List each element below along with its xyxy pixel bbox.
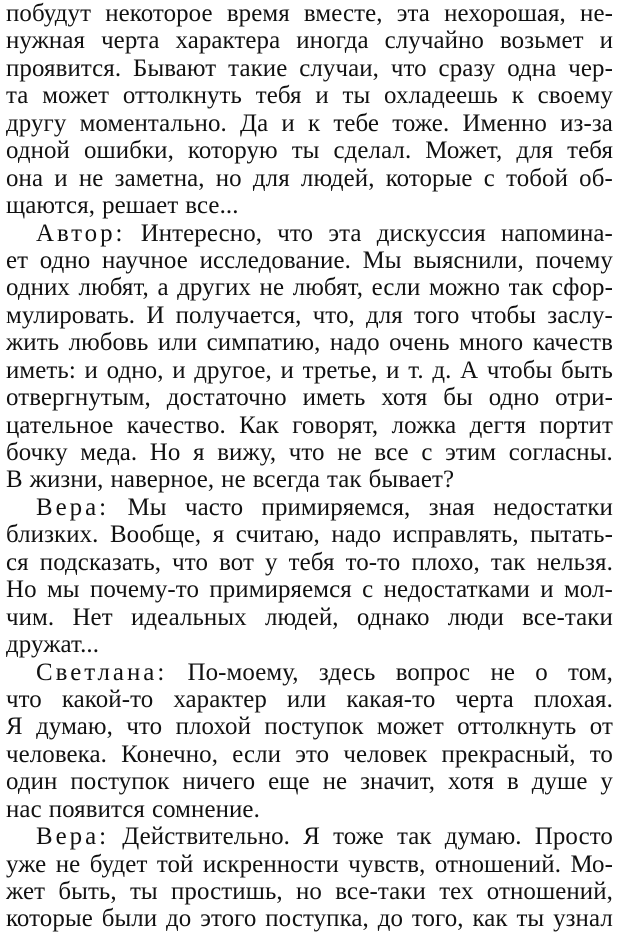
text-paragraph [6,0,613,220]
text-line: которые были до этого поступка, до того, как ты узнал [6,905,613,933]
text-line: Я думаю, что плохой поступок может оттолкнуть от [6,713,613,741]
text-line: одной ошибки, которую ты сделал. Может, для тебя [6,137,613,165]
document-text [6,0,613,933]
text-line: человека. Конечно, если это человек прекрасный, то [6,740,613,768]
text-line: жить любовь или симпатию, надо очень много качеств [6,329,613,357]
text-line: другу моментально. Да и к тебе тоже. Именно из-за [6,109,613,137]
speaker-name: Светлана: [36,658,168,686]
text-line: уже не будет той искренности чувств, отношений. Мо- [6,850,613,878]
text-line: Светлана: По-моему, здесь вопрос не о том, [36,658,613,686]
text-line: Но мы почему-то примиряемся с недостатками и мол- [6,576,613,604]
text-line: ет одно научное исследование. Мы выяснили, почему [6,246,613,274]
dialogue-paragraph [6,823,613,933]
speaker-name: Автор: [36,219,126,247]
dialogue-paragraph [6,659,613,824]
dialogue-paragraph [6,494,613,659]
text-line: чим. Нет идеальных людей, однако люди все-таки [6,603,613,631]
speaker-name: Вера: [36,823,110,851]
text-line: проявится. Бывают такие случаи, что сразу одна чер- [6,54,613,82]
text-line: она и не заметна, но для людей, которые с тобой об- [6,164,613,192]
text-line: Вера: Мы часто примиряемся, зная недостатки [36,493,613,521]
text-line: нас появится сомнение. [6,795,260,823]
text-line: что какой-то характер или какая-то черта плохая. [6,685,613,713]
text-line: В жизни, наверное, не всегда так бывает? [6,466,455,494]
text-line: Вера: Действительно. Я тоже так думаю. Просто [36,823,613,851]
text-line: один поступок ничего еще не значит, хотя в душе у [6,768,613,796]
text-line: близких. Вообще, я считаю, надо исправлять, пытать- [6,521,613,549]
text-line: Автор: Интересно, что эта дискуссия напомина- [36,219,613,247]
text-line: та может оттолкнуть тебя и ты охладеешь к своему [6,82,613,110]
text-line: бочку меда. Но я вижу, что не все с этим согласны. [6,439,613,466]
text-line: иметь: и одно, и другое, и третье, и т. д. А чтобы быть [6,356,613,384]
text-line: побудут некоторое время вместе, эта нехорошая, не- [6,0,613,27]
text-line: одних любят, а других не любят, если можно так сфор- [6,274,613,302]
text-line: цательное качество. Как говорят, ложка дегтя портит [6,411,613,439]
text-line: нужная черта характера иногда случайно возьмет и [6,27,613,55]
text-line: щаются, решает все... [6,192,239,220]
text-line: жет быть, ты простишь, но все-таки тех отношений, [6,878,613,905]
speaker-name: Вера: [36,493,110,521]
text-line: дружат... [6,631,100,659]
dialogue-paragraph [6,220,613,494]
text-line: отвергнутым, достаточно иметь хотя бы одно отри- [6,384,613,412]
text-line: мулировать. И получается, что, для того чтобы заслу- [6,301,613,329]
text-line: ся подсказать, что вот у тебя то-то плохо, так нельзя. [6,548,613,576]
